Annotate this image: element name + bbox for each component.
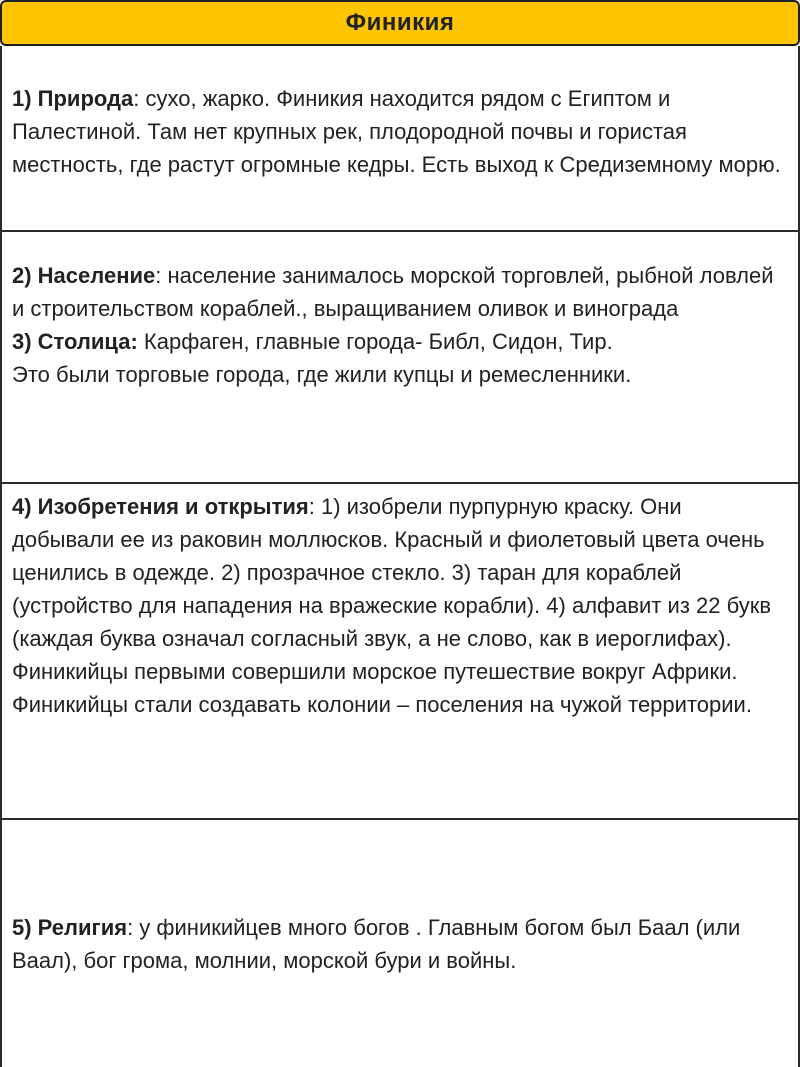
- inventions-text: : 1) изобрели пурпурную краску. Они добывали ее из раковин моллюсков. Красный и фиолетовый цвета очень ценились в одежде. 2) прозрачное стекло. 3) таран для кораблей (устройство для нападения на вражеские корабли). 4) алфавит из 22 букв (каждая буква означал согласный звук, а не слово, как в иероглифах). Финикийцы первыми совершили морское путешествие вокруг Африки.: [12, 494, 772, 684]
- population-paragraph: [12, 259, 788, 325]
- row-divider: [0, 482, 800, 484]
- population-text: : население занималось морской торговлей, рыбной ловлей и строительством кораблей., выращиванием оливок и винограда: [12, 263, 774, 321]
- inventions-label: 4) Изобретения и открытия: [12, 494, 309, 519]
- nature-paragraph: [12, 82, 788, 181]
- section-religion: [0, 911, 800, 977]
- religion-paragraph: [12, 911, 788, 977]
- population-label: 2) Население: [12, 263, 156, 288]
- row-divider: [0, 818, 800, 820]
- nature-label: 1) Природа: [12, 86, 134, 111]
- capital-text: Карфаген, главные города- Библ, Сидон, Тир.: [137, 329, 613, 354]
- section-inventions: [0, 490, 800, 721]
- capital-paragraph-2: Это были торговые города, где жили купцы и ремесленники.: [12, 362, 632, 387]
- religion-label: 5) Религия: [12, 915, 128, 940]
- religion-text: : у финикийцев много богов . Главным богом был Баал (или Ваал), бог грома, молнии, морской бури и войны.: [12, 915, 741, 973]
- row-divider: [0, 230, 800, 232]
- capital-label: 3) Столица:: [12, 329, 138, 354]
- header-bar: [0, 0, 800, 46]
- page-title: Финикия: [345, 9, 455, 36]
- section-population: [0, 259, 800, 391]
- capital-paragraph: [12, 325, 788, 358]
- nature-text: : сухо, жарко. Финикия находится рядом с Египтом и Палестиной. Там нет крупных рек, плодородной почвы и гористая местность, где растут огромные кедры. Есть выход к Средиземному морю.: [12, 86, 781, 177]
- section-nature: [0, 82, 800, 181]
- inventions-paragraph: [12, 490, 788, 688]
- inventions-paragraph-2: Финикийцы стали создавать колонии – поселения на чужой территории.: [12, 692, 752, 717]
